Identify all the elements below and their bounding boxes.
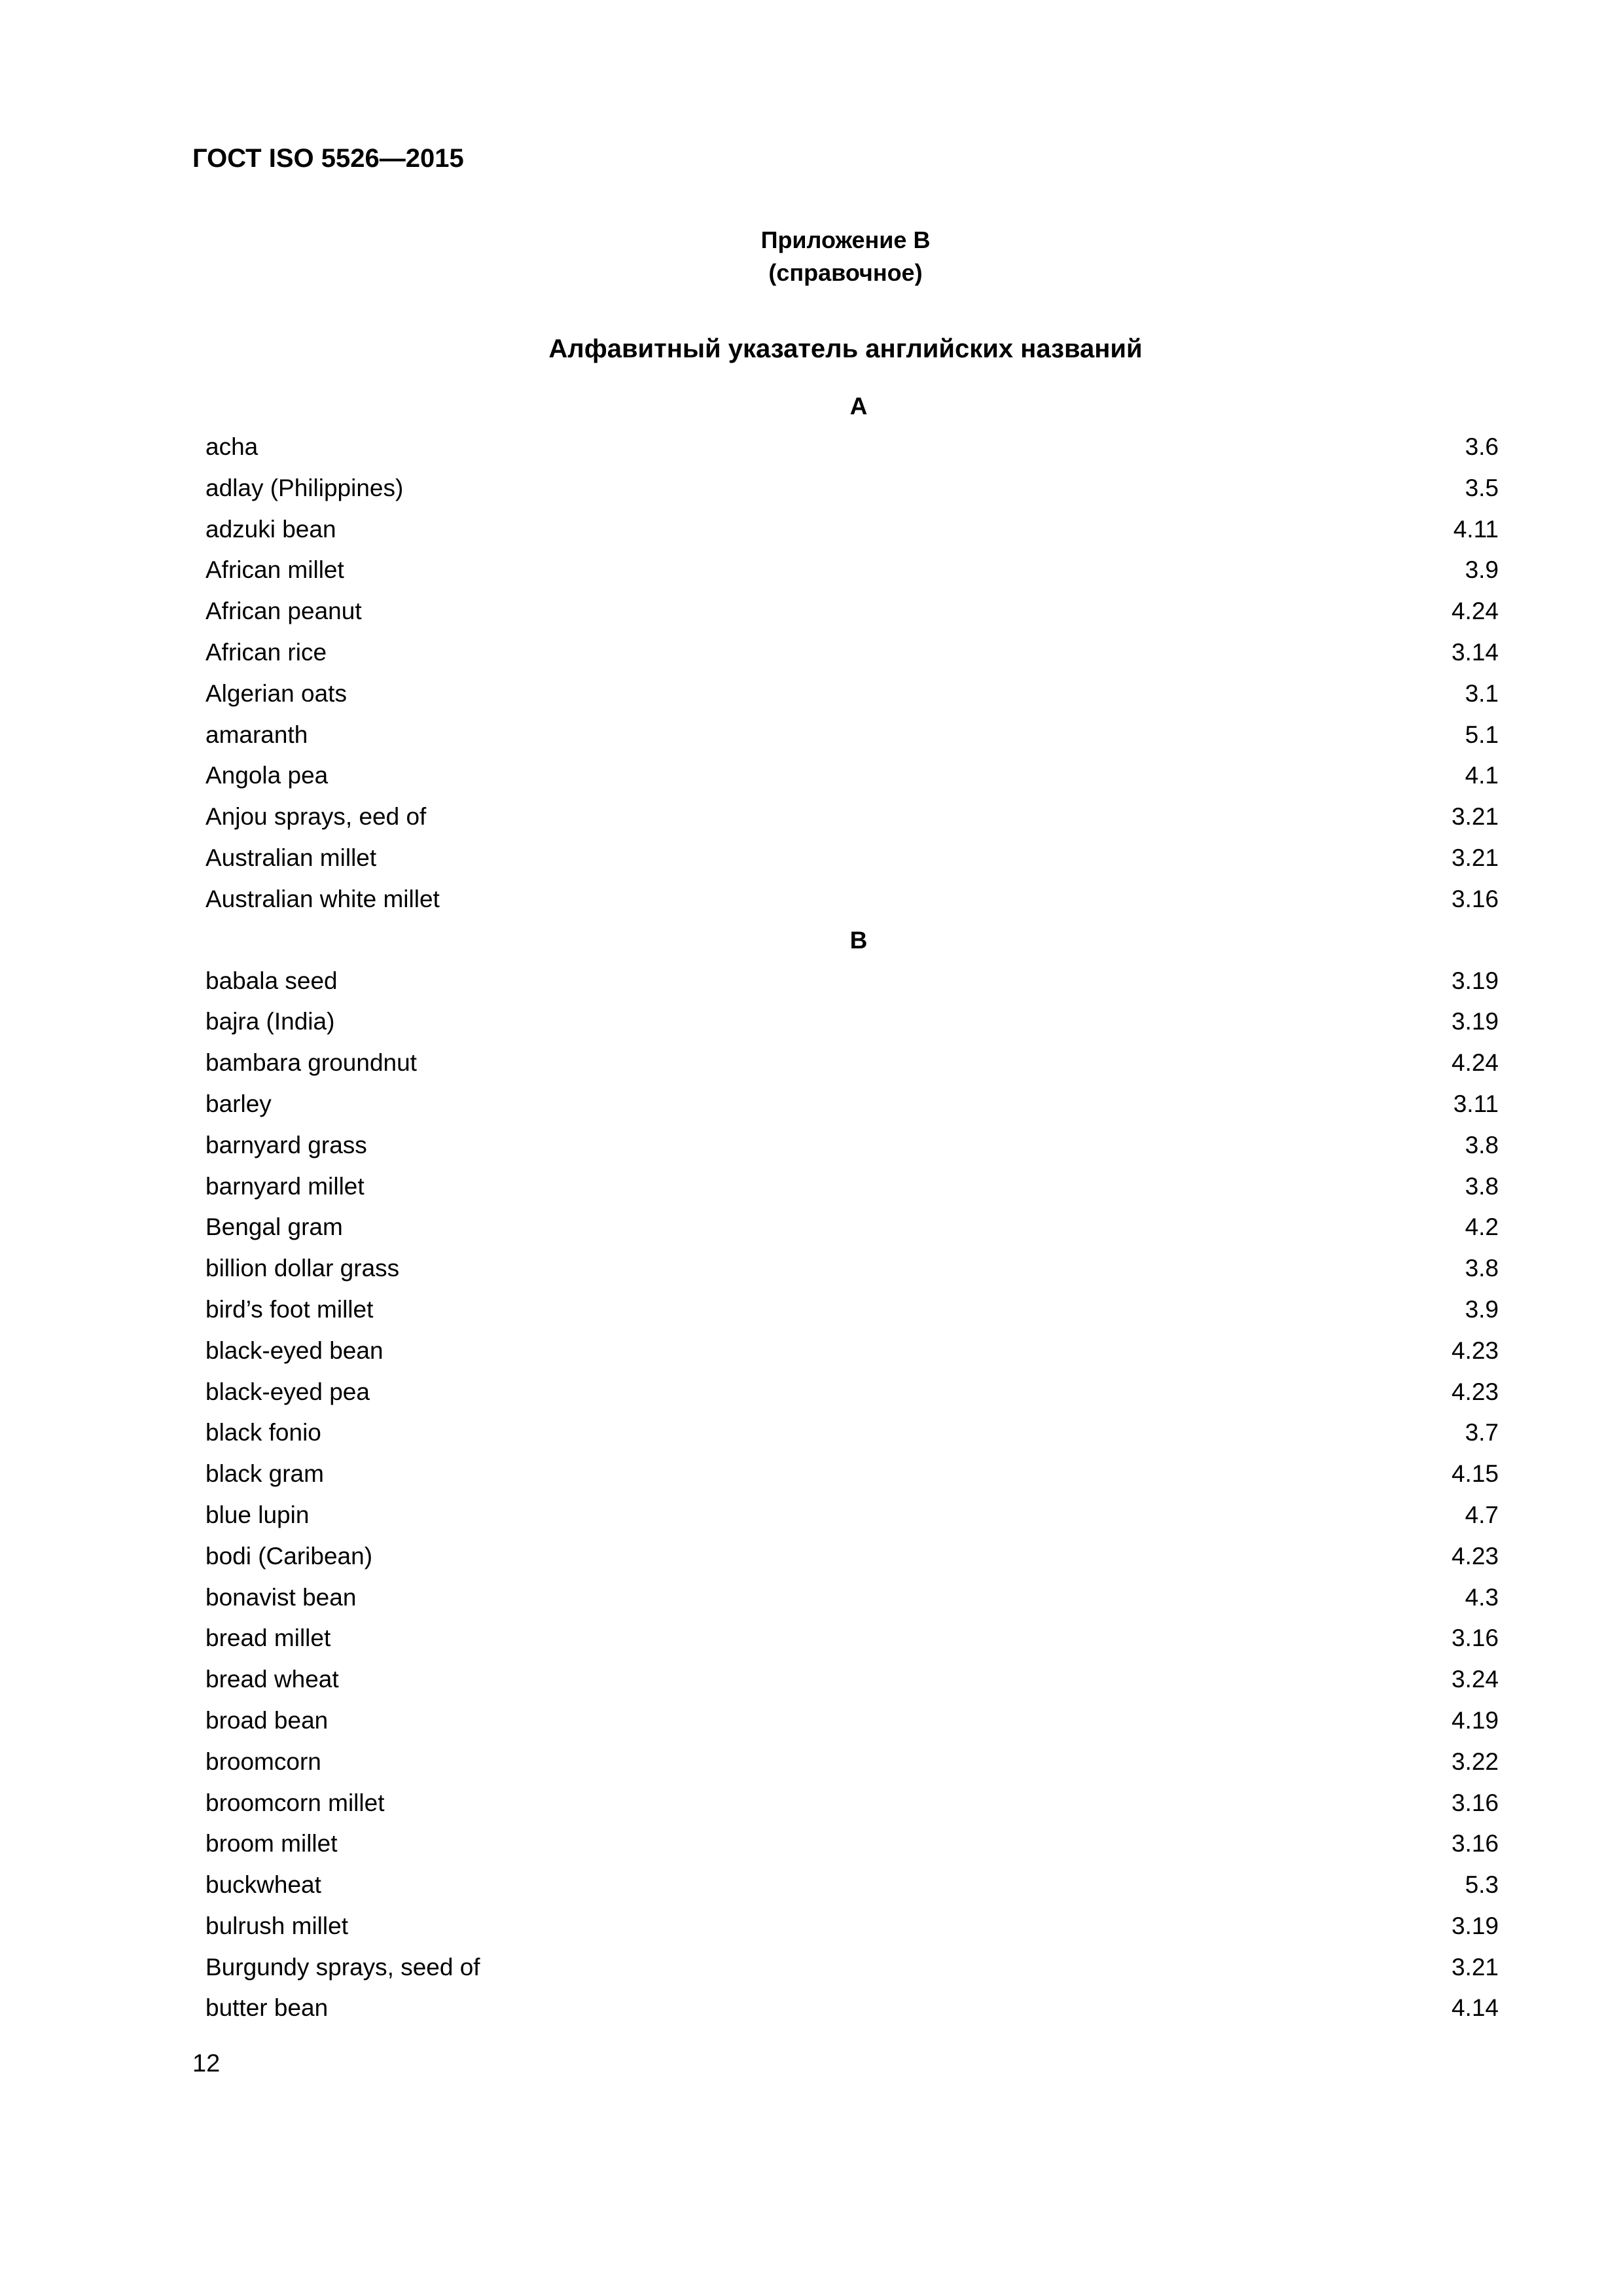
index-entry bbox=[205, 1577, 1499, 1619]
entry-term: bajra (India) bbox=[205, 1008, 335, 1035]
entry-reference: 4.23 bbox=[1451, 1542, 1499, 1570]
index-entry bbox=[205, 673, 1499, 715]
entry-reference: 4.14 bbox=[1451, 1994, 1499, 2022]
index-entry bbox=[205, 1412, 1499, 1454]
entry-term: bread millet bbox=[205, 1624, 331, 1652]
index-entry bbox=[205, 1331, 1499, 1372]
entry-reference: 4.7 bbox=[1465, 1501, 1499, 1528]
entry-term: African millet bbox=[205, 556, 344, 584]
entry-term: barley bbox=[205, 1090, 272, 1117]
entry-term: amaranth bbox=[205, 721, 308, 748]
entry-reference: 3.9 bbox=[1465, 556, 1499, 584]
appendix-title: Приложение В bbox=[760, 226, 931, 253]
entry-term: babala seed bbox=[205, 967, 338, 994]
entry-term: butter bean bbox=[205, 1994, 329, 2022]
entry-reference: 3.16 bbox=[1451, 885, 1499, 912]
entry-term: adzuki bean bbox=[205, 515, 336, 543]
entry-term: African rice bbox=[205, 638, 327, 666]
page-number: 12 bbox=[192, 2050, 221, 2077]
entry-term: blue lupin bbox=[205, 1501, 310, 1528]
entry-reference: 4.11 bbox=[1453, 515, 1499, 543]
entry-term: black gram bbox=[205, 1460, 324, 1488]
index-entry bbox=[205, 797, 1499, 838]
entry-reference: 3.21 bbox=[1451, 844, 1499, 871]
index-entry bbox=[205, 1125, 1499, 1166]
index-entry bbox=[205, 755, 1499, 797]
entry-reference: 4.15 bbox=[1451, 1460, 1499, 1488]
entry-term: bread wheat bbox=[205, 1666, 339, 1693]
entry-term: Algerian oats bbox=[205, 679, 347, 707]
entry-reference: 3.19 bbox=[1451, 967, 1499, 994]
entry-reference: 4.24 bbox=[1451, 1049, 1499, 1077]
entry-term: bird’s foot millet bbox=[205, 1295, 374, 1323]
entry-reference: 5.1 bbox=[1465, 721, 1499, 748]
entry-reference: 3.16 bbox=[1451, 1789, 1499, 1816]
document-id: ГОСТ ISO 5526—2015 bbox=[192, 144, 464, 173]
entry-term: Burgundy sprays, seed of bbox=[205, 1953, 480, 1981]
index-entry bbox=[205, 1372, 1499, 1413]
entry-term: Australian white millet bbox=[205, 885, 440, 912]
index-entry bbox=[205, 1536, 1499, 1577]
index-title: Алфавитный указатель английских названий bbox=[548, 334, 1143, 363]
entry-term: acha bbox=[205, 433, 259, 460]
entry-reference: 4.23 bbox=[1451, 1378, 1499, 1405]
index-entry bbox=[205, 1289, 1499, 1331]
entry-term: barnyard millet bbox=[205, 1172, 365, 1200]
entry-term: buckwheat bbox=[205, 1871, 321, 1899]
section-letter-heading: B bbox=[849, 926, 868, 954]
index-entry bbox=[205, 1823, 1499, 1865]
index-entry bbox=[205, 879, 1499, 920]
index-entry bbox=[205, 1947, 1499, 1988]
index-entry bbox=[205, 961, 1499, 1002]
alphabetical-index bbox=[205, 386, 1499, 2029]
index-entry bbox=[205, 468, 1499, 509]
appendix-heading bbox=[192, 224, 1499, 289]
entry-reference: 3.8 bbox=[1465, 1255, 1499, 1282]
index-entry bbox=[205, 1043, 1499, 1084]
index-entry bbox=[205, 1783, 1499, 1824]
index-entry bbox=[205, 427, 1499, 468]
entry-reference: 3.11 bbox=[1453, 1090, 1499, 1117]
entry-reference: 4.2 bbox=[1465, 1213, 1499, 1241]
entry-reference: 3.24 bbox=[1451, 1666, 1499, 1693]
entry-reference: 3.19 bbox=[1451, 1008, 1499, 1035]
entry-reference: 3.22 bbox=[1451, 1748, 1499, 1775]
entry-reference: 3.7 bbox=[1465, 1419, 1499, 1446]
index-entry bbox=[205, 1700, 1499, 1742]
entry-reference: 4.1 bbox=[1465, 762, 1499, 789]
appendix-type: (справочное) bbox=[768, 259, 923, 286]
entry-term: bulrush millet bbox=[205, 1912, 348, 1939]
index-entry bbox=[205, 1906, 1499, 1947]
entry-term: Anjou sprays, eed of bbox=[205, 803, 427, 831]
entry-term: barnyard grass bbox=[205, 1131, 367, 1158]
entry-reference: 3.8 bbox=[1465, 1172, 1499, 1200]
entry-reference: 5.3 bbox=[1465, 1871, 1499, 1899]
entry-reference: 3.9 bbox=[1465, 1295, 1499, 1323]
index-entry bbox=[205, 1166, 1499, 1208]
entry-reference: 3.6 bbox=[1465, 433, 1499, 460]
index-entry bbox=[205, 1495, 1499, 1536]
index-entry bbox=[205, 632, 1499, 673]
section-letter-heading: A bbox=[849, 393, 868, 420]
entry-term: black fonio bbox=[205, 1419, 321, 1446]
entry-reference: 3.16 bbox=[1451, 1830, 1499, 1857]
entry-reference: 4.23 bbox=[1451, 1336, 1499, 1364]
entry-reference: 4.3 bbox=[1465, 1583, 1499, 1611]
entry-term: broom millet bbox=[205, 1830, 338, 1857]
index-entry bbox=[205, 509, 1499, 550]
index-entry bbox=[205, 1207, 1499, 1248]
index-entry bbox=[205, 715, 1499, 756]
entry-reference: 3.8 bbox=[1465, 1131, 1499, 1158]
index-entry bbox=[205, 591, 1499, 632]
entry-reference: 4.24 bbox=[1451, 598, 1499, 625]
entry-term: black-eyed bean bbox=[205, 1336, 383, 1364]
entry-term: African peanut bbox=[205, 598, 362, 625]
entry-reference: 3.19 bbox=[1451, 1912, 1499, 1939]
entry-reference: 3.21 bbox=[1451, 803, 1499, 831]
entry-term: adlay (Philippines) bbox=[205, 474, 404, 501]
entry-reference: 3.16 bbox=[1451, 1624, 1499, 1652]
index-entry bbox=[205, 1865, 1499, 1906]
index-entry bbox=[205, 1454, 1499, 1495]
entry-term: broomcorn bbox=[205, 1748, 321, 1775]
index-entry bbox=[205, 550, 1499, 591]
entry-term: broad bean bbox=[205, 1706, 329, 1734]
entry-term: billion dollar grass bbox=[205, 1255, 400, 1282]
entry-reference: 4.19 bbox=[1451, 1706, 1499, 1734]
entry-reference: 3.21 bbox=[1451, 1953, 1499, 1981]
index-entry bbox=[205, 1248, 1499, 1289]
entry-term: bambara groundnut bbox=[205, 1049, 417, 1077]
index-entry bbox=[205, 1001, 1499, 1043]
index-entry bbox=[205, 1742, 1499, 1783]
index-entry bbox=[205, 1618, 1499, 1659]
entry-term: bodi (Caribean) bbox=[205, 1542, 373, 1570]
entry-term: black-eyed pea bbox=[205, 1378, 370, 1405]
index-entry bbox=[205, 1084, 1499, 1125]
entry-reference: 3.5 bbox=[1465, 474, 1499, 501]
entry-term: broomcorn millet bbox=[205, 1789, 385, 1816]
index-entry bbox=[205, 1988, 1499, 2029]
entry-term: Bengal gram bbox=[205, 1213, 343, 1241]
entry-term: Australian millet bbox=[205, 844, 377, 871]
entry-term: bonavist bean bbox=[205, 1583, 357, 1611]
entry-reference: 3.14 bbox=[1451, 638, 1499, 666]
index-entry bbox=[205, 838, 1499, 879]
entry-term: Angola pea bbox=[205, 762, 329, 789]
entry-reference: 3.1 bbox=[1465, 679, 1499, 707]
index-entry bbox=[205, 1659, 1499, 1700]
